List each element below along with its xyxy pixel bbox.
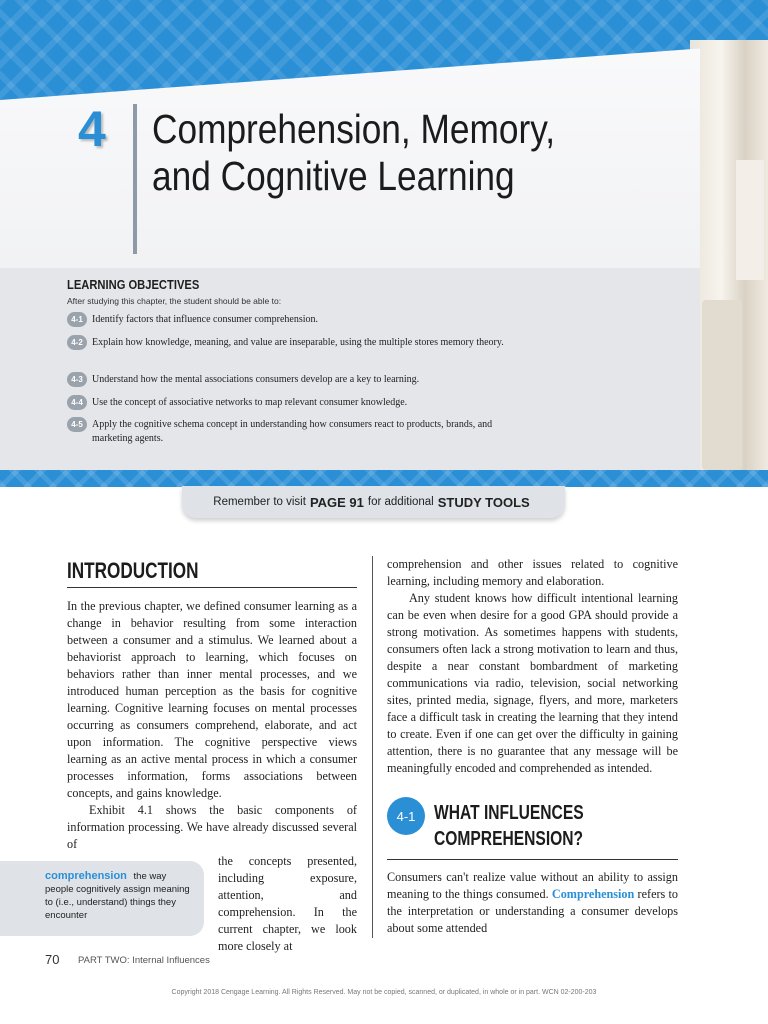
intro-body-continued xyxy=(218,853,357,955)
photo-detail xyxy=(736,160,764,280)
learning-objectives-heading: LEARNING OBJECTIVES xyxy=(67,277,200,292)
paragraph-text: refers to the interpretation or understanding a consumer develops about some attended xyxy=(387,887,679,935)
objective-text: Understand how the mental associations consumers develop are a key to learning. xyxy=(92,374,420,385)
objective-item xyxy=(67,373,507,387)
photo-detail xyxy=(702,300,742,470)
paragraph: In the previous chapter, we defined consumer learning as a change in behavior resulting from some interaction between a consumer and a stimulus. We learned about a behaviorist approach to learning, which focuses on behaviors rather than inner mental processes, and we introduced human perception as the basis for cognitive learning. Cognitive learning focuses on mental processes occurring as consumers comprehend, elaborate, and act upon information. The cognitive perspective views learning as an active mental process in which a consumer processes information, forms associations between concepts, and gains knowledge. xyxy=(67,599,357,800)
definition-term: comprehension xyxy=(45,870,127,882)
study-tools-label: STUDY TOOLS xyxy=(437,494,530,510)
chapter-title-line: and Cognitive Learning xyxy=(152,153,515,199)
objective-text: Explain how knowledge, meaning, and value are inseparable, using the multiple stores memory theory. xyxy=(92,337,504,348)
objective-number: 4-1 xyxy=(67,312,87,327)
right-column-body xyxy=(387,556,678,777)
objective-text: Identify factors that influence consumer comprehension. xyxy=(92,314,319,325)
bottom-pattern-banner xyxy=(0,470,768,487)
paragraph: Exhibit 4.1 shows the basic components of information processing. We have already discussed several of xyxy=(67,803,357,851)
study-tools-page: PAGE 91 xyxy=(309,494,364,510)
learning-objectives-intro: After studying this chapter, the student should be able to: xyxy=(67,296,282,306)
heading-rule xyxy=(67,587,357,588)
section-heading: WHAT INFLUENCES COMPREHENSION? xyxy=(434,802,584,850)
title-divider xyxy=(133,104,137,254)
objective-item xyxy=(67,396,507,410)
page-number: 70 xyxy=(45,952,60,967)
section-heading-introduction: INTRODUCTION xyxy=(67,558,199,583)
objective-text: Apply the cognitive schema concept in understanding how consumers react to products, brands, and marketing agents. xyxy=(92,419,493,444)
heading-rule xyxy=(387,859,678,860)
chapter-photo xyxy=(690,40,768,472)
definition-sidebar xyxy=(0,861,204,936)
paragraph: the concepts presented, including exposure, attention, and comprehension. In the current chapter, we look more closely at xyxy=(218,854,357,953)
study-tools-text: Remember to visit xyxy=(213,496,306,508)
chapter-title xyxy=(152,106,599,200)
chapter-number: 4 xyxy=(78,101,106,157)
chapter-title-line: Comprehension, Memory, xyxy=(152,106,556,152)
objective-item xyxy=(67,313,507,327)
paragraph: Any student knows how difficult intentional learning can be even when desire for a good GPA should provide a strong motivation. As sometimes happens with students, consumers often lack a strong motivation to learn and thus, despite a near constant bombardment of marketing communications via radio, television, social networking sites, printed media, signage, flyers, and more, marketers face a difficult task in creating the learning that they intend to create. Even if one can get over the difficulty in gaining attention, there is no guarantee that any message will be meaningfully encoded and comprehended as intended. xyxy=(387,591,678,775)
intro-body xyxy=(67,598,357,853)
objective-number: 4-2 xyxy=(67,335,87,350)
objective-item xyxy=(67,418,507,445)
objective-number: 4-5 xyxy=(67,417,87,432)
objective-number: 4-4 xyxy=(67,395,87,410)
paragraph: comprehension and other issues related to cognitive learning, including memory and elaboration. xyxy=(387,557,678,588)
section-body xyxy=(387,869,678,937)
objective-item xyxy=(67,336,507,350)
objective-text: Use the concept of associative networks to map relevant consumer knowledge. xyxy=(92,397,408,408)
objective-number: 4-3 xyxy=(67,372,87,387)
part-label: PART TWO: Internal Influences xyxy=(78,955,210,966)
paragraph-text: Consumers can't realize value without an ability to assign meaning to the things consumed. xyxy=(387,870,678,901)
paragraph xyxy=(387,869,678,937)
section-number-badge: 4-1 xyxy=(387,797,425,835)
study-tools-callout xyxy=(182,486,565,518)
column-divider xyxy=(372,556,373,938)
copyright-notice: Copyright 2018 Cengage Learning. All Rights Reserved. May not be copied, scanned, or duplicated, in whole or in part. WCN 02-200-203 xyxy=(171,989,597,996)
study-tools-text: for additional xyxy=(367,496,434,508)
key-term: Comprehension xyxy=(551,887,635,901)
definition-text: the way people cognitively assign meaning to (i.e., understand) things they encounter xyxy=(45,871,190,921)
